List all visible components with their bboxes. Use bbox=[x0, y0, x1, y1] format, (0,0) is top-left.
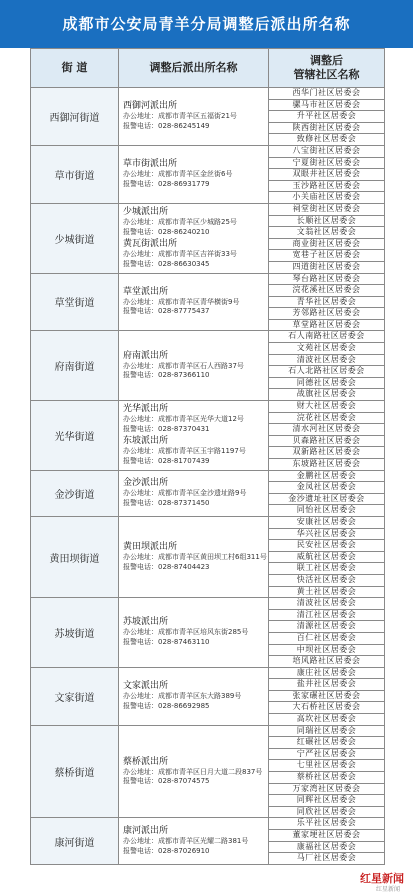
station-name: 蔡桥派出所 bbox=[123, 756, 169, 767]
station-name: 草市街派出所 bbox=[123, 159, 178, 170]
station-phone: 报警电话：028-87463110 bbox=[123, 637, 210, 646]
header-community bbox=[269, 49, 385, 88]
station-cell bbox=[119, 667, 269, 725]
station-block bbox=[123, 617, 268, 647]
table-row bbox=[31, 598, 385, 610]
table-row bbox=[31, 88, 385, 100]
community-cell: 清波社区居委会 bbox=[269, 354, 385, 366]
station-phone: 报警电话：028-87775437 bbox=[123, 307, 210, 316]
street-cell: 西御河街道 bbox=[31, 88, 119, 146]
community-cell: 蔡桥社区居委会 bbox=[269, 772, 385, 784]
street-cell: 草市街道 bbox=[31, 145, 119, 203]
station-phone: 报警电话：028-86692985 bbox=[123, 701, 210, 710]
community-cell: 清源社区居委会 bbox=[269, 621, 385, 633]
station-address: 办公地址：成都市青羊区光耀二路381号 bbox=[123, 837, 249, 846]
community-cell: 红碾社区居委会 bbox=[269, 737, 385, 749]
community-cell: 祠堂街社区居委会 bbox=[269, 203, 385, 215]
station-address: 办公地址：成都市青羊区光华大道12号 bbox=[123, 415, 244, 424]
community-cell: 八宝街社区居委会 bbox=[269, 145, 385, 157]
station-address: 办公地址：成都市青羊区玉宇路1197号 bbox=[123, 447, 246, 456]
station-name: 少城派出所 bbox=[123, 207, 169, 218]
station-cell bbox=[119, 516, 269, 597]
community-cell: 张家碾社区居委会 bbox=[269, 690, 385, 702]
header-street: 街 道 bbox=[31, 49, 119, 88]
community-cell: 宁严社区居委会 bbox=[269, 748, 385, 760]
station-name: 光华派出所 bbox=[123, 404, 169, 415]
community-cell: 快活社区居委会 bbox=[269, 574, 385, 586]
station-phone: 报警电话：028-86931779 bbox=[123, 179, 210, 188]
station-block bbox=[123, 826, 268, 856]
community-cell: 七里社区居委会 bbox=[269, 760, 385, 772]
station-block bbox=[123, 542, 268, 572]
street-cell: 草堂街道 bbox=[31, 273, 119, 331]
station-phone: 报警电话：028-86630345 bbox=[123, 259, 210, 268]
table-row bbox=[31, 667, 385, 679]
community-cell: 商业街社区居委会 bbox=[269, 238, 385, 250]
community-cell: 马厂社区居委会 bbox=[269, 853, 385, 865]
station-cell bbox=[119, 401, 269, 471]
station-cell bbox=[119, 818, 269, 864]
station-name: 东坡派出所 bbox=[123, 436, 169, 447]
community-cell: 浣花溪社区居委会 bbox=[269, 285, 385, 297]
community-cell: 康福社区居委会 bbox=[269, 841, 385, 853]
community-cell: 草堂路社区居委会 bbox=[269, 319, 385, 331]
station-address: 办公地址：成都市青羊区五福街21号 bbox=[123, 112, 237, 121]
community-cell: 文苑社区居委会 bbox=[269, 343, 385, 355]
table-row bbox=[31, 401, 385, 413]
station-cell bbox=[119, 725, 269, 818]
community-cell: 石人北路社区居委会 bbox=[269, 366, 385, 378]
table-row bbox=[31, 273, 385, 285]
station-cell bbox=[119, 88, 269, 146]
community-cell: 宽巷子社区居委会 bbox=[269, 250, 385, 262]
community-cell: 青华社区居委会 bbox=[269, 296, 385, 308]
community-cell: 石人南路社区居委会 bbox=[269, 331, 385, 343]
station-phone: 报警电话：028-86245149 bbox=[123, 121, 210, 130]
watermark-sub: 红星新闻 bbox=[376, 886, 401, 893]
station-name: 草堂派出所 bbox=[123, 286, 169, 297]
station-phone: 报警电话：028-87026910 bbox=[123, 846, 210, 855]
station-block bbox=[123, 351, 268, 381]
community-cell: 盐井社区居委会 bbox=[269, 679, 385, 691]
station-block bbox=[123, 436, 268, 466]
station-phone: 报警电话：028-86240210 bbox=[123, 227, 210, 236]
station-address: 办公地址：成都市青羊区石人西路37号 bbox=[123, 361, 244, 370]
header-community-line1: 调整后 bbox=[310, 54, 343, 67]
station-block bbox=[123, 404, 268, 434]
station-cell bbox=[119, 203, 269, 273]
station-address: 办公地址：成都市青羊区日月大道二段837号 bbox=[123, 767, 263, 776]
table-row bbox=[31, 516, 385, 528]
station-block bbox=[123, 101, 268, 131]
station-cell bbox=[119, 470, 269, 516]
header-station: 调整后派出所名称 bbox=[119, 49, 269, 88]
table-body bbox=[31, 88, 385, 865]
station-block bbox=[123, 159, 268, 189]
community-cell: 战旗社区居委会 bbox=[269, 389, 385, 401]
station-phone: 报警电话：028-81707439 bbox=[123, 456, 210, 465]
community-cell: 金凤社区居委会 bbox=[269, 482, 385, 494]
station-name: 苏坡派出所 bbox=[123, 617, 169, 628]
community-cell: 培风路社区居委会 bbox=[269, 656, 385, 668]
community-cell: 联工社区居委会 bbox=[269, 563, 385, 575]
page-title: 成都市公安局青羊分局调整后派出所名称 bbox=[0, 0, 413, 48]
station-block bbox=[123, 287, 268, 317]
community-cell: 致修社区居委会 bbox=[269, 134, 385, 146]
street-cell: 少城街道 bbox=[31, 203, 119, 273]
community-cell: 大石桥社区居委会 bbox=[269, 702, 385, 714]
community-cell: 清波社区居委会 bbox=[269, 598, 385, 610]
station-phone: 报警电话：028-87404423 bbox=[123, 562, 210, 571]
street-cell: 光华街道 bbox=[31, 401, 119, 471]
community-cell: 同欣社区居委会 bbox=[269, 806, 385, 818]
community-cell: 金沙遗址社区居委会 bbox=[269, 493, 385, 505]
station-name: 府南派出所 bbox=[123, 350, 169, 361]
station-name: 西御河派出所 bbox=[123, 101, 178, 112]
station-name: 黄瓦街派出所 bbox=[123, 239, 178, 250]
table-row bbox=[31, 145, 385, 157]
community-cell: 玉沙路社区居委会 bbox=[269, 180, 385, 192]
community-cell: 东坡路社区居委会 bbox=[269, 459, 385, 471]
watermark-logo: 红星新闻 bbox=[360, 872, 404, 885]
community-cell: 黄土社区居委会 bbox=[269, 586, 385, 598]
station-phone: 报警电话：028-87074575 bbox=[123, 777, 210, 786]
community-cell: 金鹏社区居委会 bbox=[269, 470, 385, 482]
community-cell: 财大社区居委会 bbox=[269, 401, 385, 413]
community-cell: 浣花社区居委会 bbox=[269, 412, 385, 424]
station-address: 办公地址：成都市青羊区少城路25号 bbox=[123, 218, 237, 227]
community-cell: 同怡社区居委会 bbox=[269, 505, 385, 517]
station-block bbox=[123, 478, 268, 508]
station-name: 康河派出所 bbox=[123, 826, 169, 837]
station-phone: 报警电话：028-87366110 bbox=[123, 371, 210, 380]
station-address: 办公地址：成都市青羊区金沙遗址路9号 bbox=[123, 489, 247, 498]
community-cell: 四道街社区居委会 bbox=[269, 261, 385, 273]
table-row bbox=[31, 203, 385, 215]
community-cell: 小关庙社区居委会 bbox=[269, 192, 385, 204]
station-cell bbox=[119, 331, 269, 401]
community-cell: 威航社区居委会 bbox=[269, 551, 385, 563]
community-cell: 清江社区居委会 bbox=[269, 609, 385, 621]
community-cell: 同瑞社区居委会 bbox=[269, 725, 385, 737]
station-address: 办公地址：成都市青羊区吉祥街33号 bbox=[123, 250, 237, 259]
station-block bbox=[123, 207, 268, 237]
community-cell: 长顺社区居委会 bbox=[269, 215, 385, 227]
community-cell: 同德社区居委会 bbox=[269, 377, 385, 389]
header-community-line2: 管辖社区名称 bbox=[293, 68, 360, 81]
street-cell: 蔡桥街道 bbox=[31, 725, 119, 818]
station-block bbox=[123, 681, 268, 711]
station-address: 办公地址：成都市青羊区培风东街285号 bbox=[123, 628, 249, 637]
station-name: 文家派出所 bbox=[123, 681, 169, 692]
community-cell: 安康社区居委会 bbox=[269, 516, 385, 528]
street-cell: 黄田坝街道 bbox=[31, 516, 119, 597]
community-cell: 乐平社区居委会 bbox=[269, 818, 385, 830]
street-cell: 府南街道 bbox=[31, 331, 119, 401]
station-block bbox=[123, 239, 268, 269]
station-address: 办公地址：成都市青羊区东大路389号 bbox=[123, 692, 242, 701]
station-address: 办公地址：成都市青羊区金丝街6号 bbox=[123, 170, 233, 179]
station-block bbox=[123, 757, 268, 787]
community-cell: 民安社区居委会 bbox=[269, 540, 385, 552]
street-cell: 苏坡街道 bbox=[31, 598, 119, 668]
station-cell bbox=[119, 273, 269, 331]
community-cell: 双眼井社区居委会 bbox=[269, 169, 385, 181]
community-cell: 双新路社区居委会 bbox=[269, 447, 385, 459]
station-cell bbox=[119, 145, 269, 203]
station-table bbox=[30, 48, 385, 865]
station-address: 办公地址：成都市青羊区青华横街9号 bbox=[123, 297, 240, 306]
community-cell: 宁夏街社区居委会 bbox=[269, 157, 385, 169]
community-cell: 中坝社区居委会 bbox=[269, 644, 385, 656]
table-row bbox=[31, 725, 385, 737]
community-cell: 琴台路社区居委会 bbox=[269, 273, 385, 285]
street-cell: 金沙街道 bbox=[31, 470, 119, 516]
table-row bbox=[31, 470, 385, 482]
community-cell: 文翁社区居委会 bbox=[269, 227, 385, 239]
community-cell: 贝森路社区居委会 bbox=[269, 435, 385, 447]
community-cell: 升平社区居委会 bbox=[269, 111, 385, 123]
community-cell: 清水河社区居委会 bbox=[269, 424, 385, 436]
community-cell: 芳邻路社区居委会 bbox=[269, 308, 385, 320]
community-cell: 西华门社区居委会 bbox=[269, 88, 385, 100]
station-phone: 报警电话：028-87370431 bbox=[123, 424, 210, 433]
street-cell: 康河街道 bbox=[31, 818, 119, 864]
station-cell bbox=[119, 598, 269, 668]
community-cell: 同辉社区居委会 bbox=[269, 795, 385, 807]
community-cell: 华兴社区居委会 bbox=[269, 528, 385, 540]
community-cell: 骡马市社区居委会 bbox=[269, 99, 385, 111]
community-cell: 陕西街社区居委会 bbox=[269, 122, 385, 134]
community-cell: 董家埂社区居委会 bbox=[269, 830, 385, 842]
station-address: 办公地址：成都市青羊区黄田坝工村6组311号 bbox=[123, 553, 267, 562]
station-name: 金沙派出所 bbox=[123, 478, 169, 489]
station-phone: 报警电话：028-87371450 bbox=[123, 498, 210, 507]
community-cell: 康庄社区居委会 bbox=[269, 667, 385, 679]
table-row bbox=[31, 818, 385, 830]
community-cell: 百仁社区居委会 bbox=[269, 632, 385, 644]
table-row bbox=[31, 331, 385, 343]
community-cell: 高坎社区居委会 bbox=[269, 714, 385, 726]
table-header-row bbox=[31, 49, 385, 88]
community-cell: 万家湾社区居委会 bbox=[269, 783, 385, 795]
station-name: 黄田坝派出所 bbox=[123, 542, 178, 553]
street-cell: 文家街道 bbox=[31, 667, 119, 725]
